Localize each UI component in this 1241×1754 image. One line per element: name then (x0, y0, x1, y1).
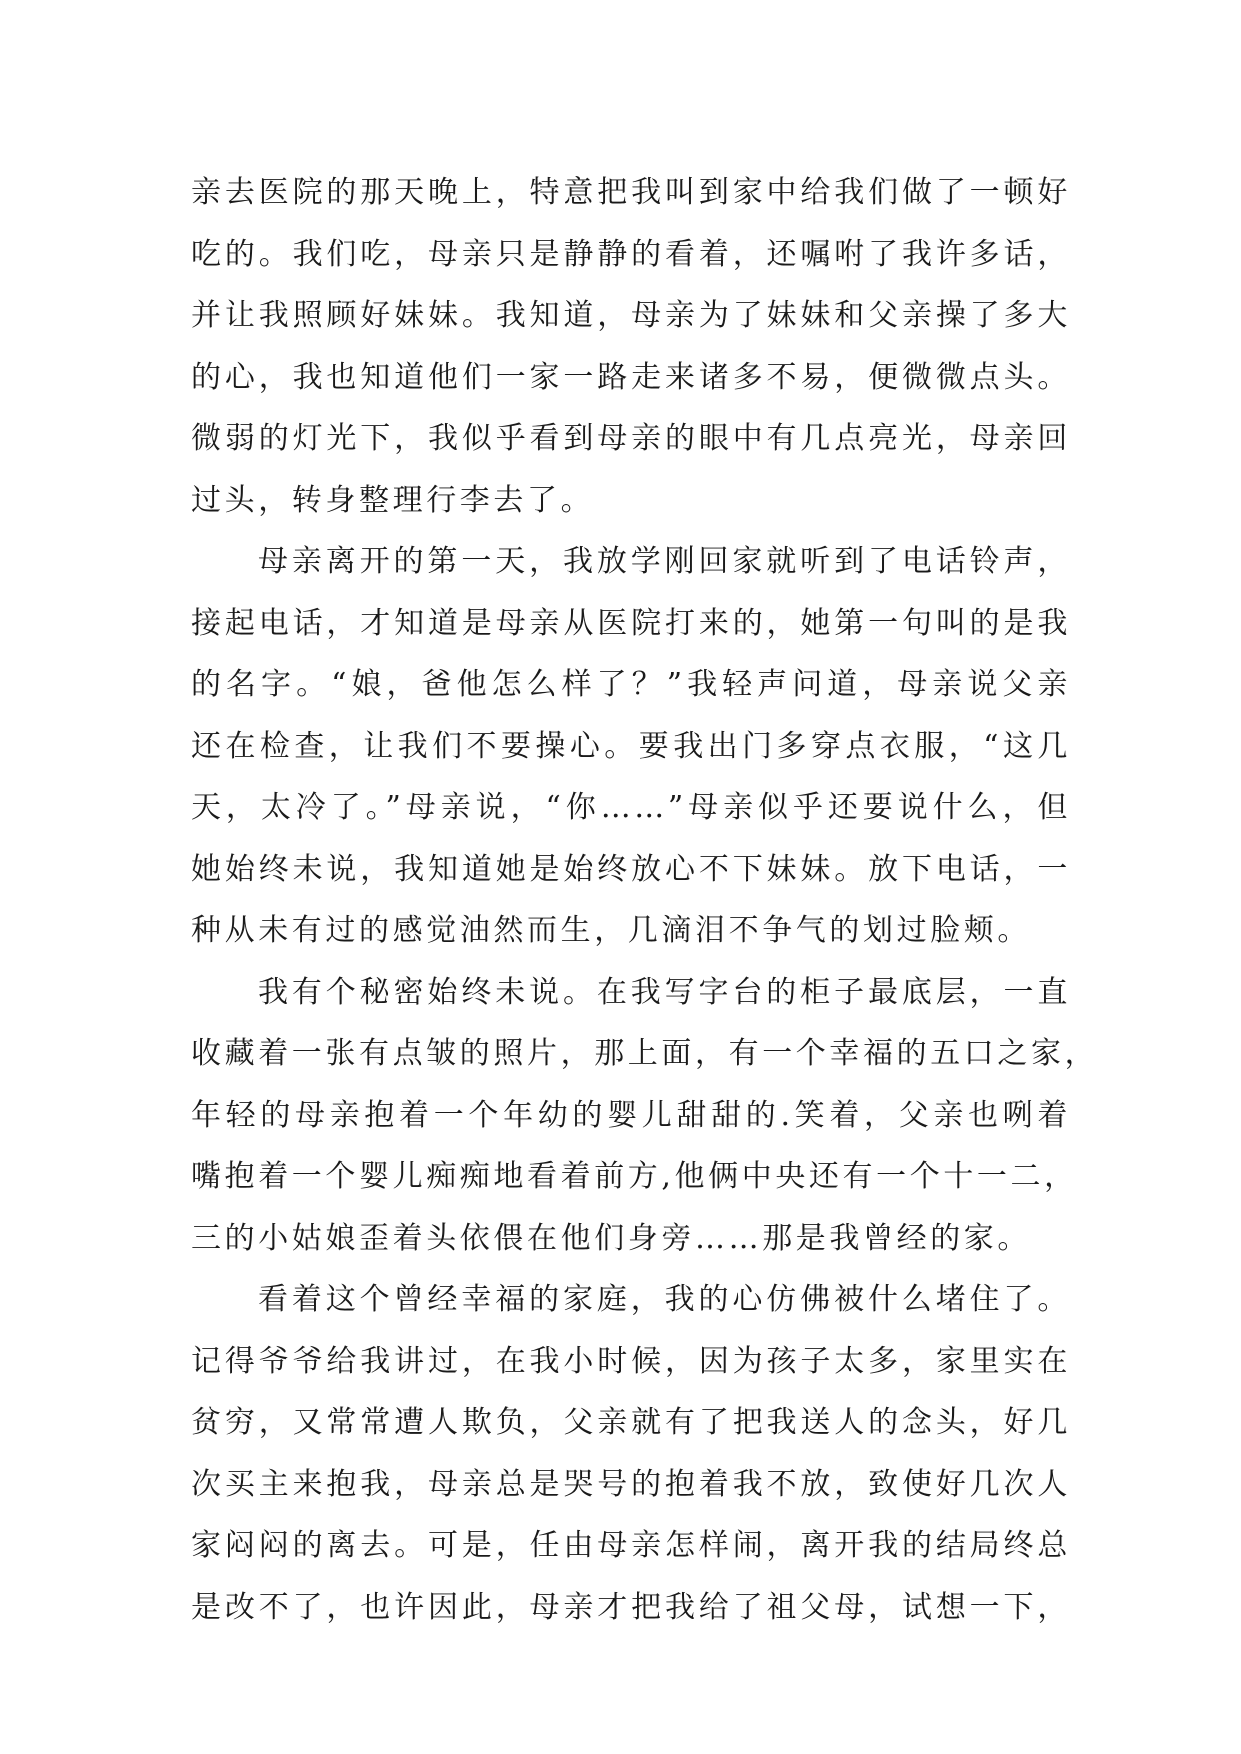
text-line: 吃的。我们吃，母亲只是静静的看着，还嘱咐了我许多话， (191, 236, 1071, 272)
text-line: 并让我照顾好妹妹。我知道，母亲为了妹妹和父亲操了多大 (191, 298, 1071, 333)
text-line: 次买主来抱我，母亲总是哭号的抱着我不放，致使好几次人 (191, 1466, 1071, 1502)
text-line: 种从未有过的感觉油然而生，几滴泪不争气的划过脸颊。 (191, 913, 1031, 948)
text-line: 年轻的母亲抱着一个年幼的婴儿甜甜的.笑着，父亲也咧着 (191, 1097, 1071, 1133)
text-line: 过头，转身整理行李去了。 (191, 482, 595, 518)
text-line: 嘴抱着一个婴儿痴痴地看着前方,他俩中央还有一个十一二， (191, 1159, 1078, 1194)
text-line: 收藏着一张有点皱的照片，那上面，有一个幸福的五口之家， (191, 1036, 1099, 1071)
text-line: 的心，我也知道他们一家一路走来诸多不易，便微微点头。 (191, 359, 1071, 395)
text-line: 接起电话，才知道是母亲从医院打来的，她第一句叫的是我 (191, 605, 1071, 641)
text-line: 记得爷爷给我讲过，在我小时候，因为孩子太多，家里实在 (191, 1343, 1071, 1379)
text-line: 三的小姑娘歪着头依偎在他们身旁……那是我曾经的家。 (191, 1220, 1031, 1256)
text-line: 看着这个曾经幸福的家庭，我的心仿佛被什么堵住了。 (258, 1282, 1071, 1317)
text-line: 她始终未说，我知道她是始终放心不下妹妹。放下电话，一 (191, 851, 1071, 887)
text-line: 亲去医院的那天晚上，特意把我叫到家中给我们做了一顿好 (191, 175, 1071, 210)
text-line: 还在检查，让我们不要操心。要我出门多穿点衣服，“这几 (191, 728, 1071, 764)
text-line: 的名字。“娘，爸他怎么样了？”我轻声问道，母亲说父亲 (191, 667, 1071, 702)
text-line: 微弱的灯光下，我似乎看到母亲的眼中有几点亮光，母亲回 (191, 421, 1071, 456)
text-line: 是改不了，也许因此，母亲才把我给了祖父母，试想一下， (191, 1589, 1071, 1625)
text-line: 家闷闷的离去。可是，任由母亲怎样闹，离开我的结局终总 (191, 1528, 1071, 1563)
text-line: 贫穷，又常常遭人欺负，父亲就有了把我送人的念头，好几 (191, 1405, 1071, 1440)
text-line: 我有个秘密始终未说。在我写字台的柜子最底层，一直 (258, 974, 1071, 1010)
body-text (191, 162, 1099, 1638)
text-line: 天，太冷了。”母亲说，“你……”母亲似乎还要说什么，但 (191, 790, 1071, 825)
text-line: 母亲离开的第一天，我放学刚回家就听到了电话铃声， (258, 544, 1071, 579)
